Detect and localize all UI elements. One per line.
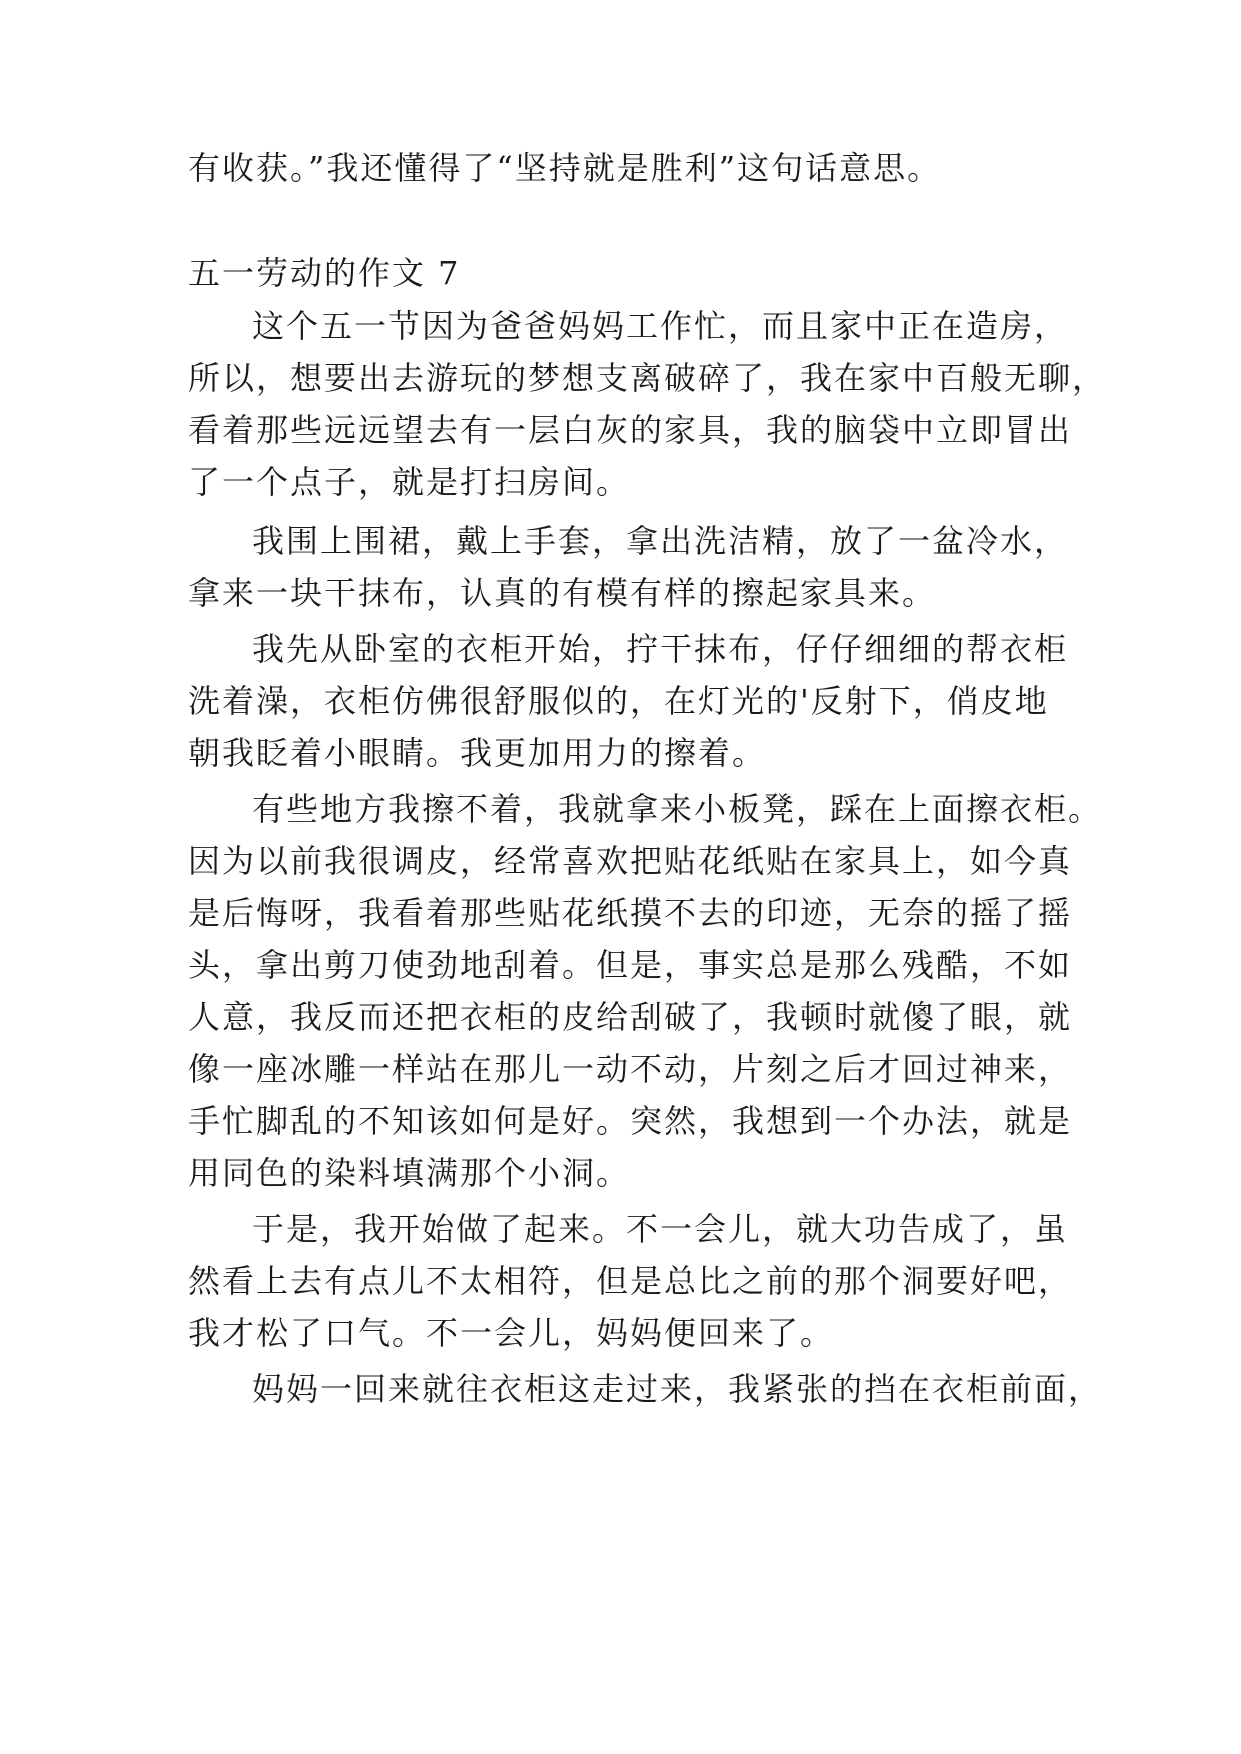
text-line: 妈妈一回来就往衣柜这走过来，我紧张的挡在衣柜前面， [252, 1370, 1103, 1408]
text-line: 所以，想要出去游玩的梦想支离破碎了，我在家中百般无聊， [188, 359, 1107, 397]
text-line: 人意，我反而还把衣柜的皮给刮破了，我顿时就傻了眼，就 [188, 998, 1073, 1036]
text-line: 是后悔呀，我看着那些贴花纸摸不去的印迹，无奈的摇了摇 [188, 894, 1073, 932]
text-line: 有收获。”我还懂得了“坚持就是胜利”这句话意思。 [188, 149, 942, 187]
text-line: 我才松了口气。不一会儿，妈妈便回来了。 [188, 1314, 835, 1352]
text-line: 手忙脚乱的不知该如何是好。突然，我想到一个办法，就是 [188, 1102, 1073, 1140]
text-line: 拿来一块干抹布，认真的有模有样的擦起家具来。 [188, 574, 937, 612]
text-line: 然看上去有点儿不太相符，但是总比之前的那个洞要好吧， [188, 1262, 1073, 1300]
text-line: 了一个点子，就是打扫房间。 [188, 463, 631, 501]
text-line: 看着那些远远望去有一层白灰的家具，我的脑袋中立即冒出 [188, 411, 1073, 449]
text-line: 有些地方我擦不着，我就拿来小板凳，踩在上面擦衣柜。 [252, 790, 1103, 828]
text-line: 我围上围裙，戴上手套，拿出洗洁精，放了一盆冷水， [252, 522, 1069, 560]
section-title: 五一劳动的作文 7 [188, 254, 461, 292]
text-line: 于是，我开始做了起来。不一会儿，就大功告成了，虽 [252, 1210, 1069, 1248]
text-line: 像一座冰雕一样站在那儿一动不动，片刻之后才回过神来， [188, 1050, 1073, 1088]
text-line: 洗着澡，衣柜仿佛很舒服似的，在灯光的'反射下，俏皮地 [188, 682, 1049, 720]
text-line: 我先从卧室的衣柜开始，拧干抹布，仔仔细细的帮衣柜 [252, 630, 1069, 668]
text-line: 这个五一节因为爸爸妈妈工作忙，而且家中正在造房， [252, 307, 1069, 345]
text-line: 头，拿出剪刀使劲地刮着。但是，事实总是那么残酷，不如 [188, 946, 1073, 984]
text-line: 用同色的染料填满那个小洞。 [188, 1154, 631, 1192]
text-line: 朝我眨着小眼睛。我更加用力的擦着。 [188, 734, 767, 772]
text-line: 因为以前我很调皮，经常喜欢把贴花纸贴在家具上，如今真 [188, 842, 1073, 880]
